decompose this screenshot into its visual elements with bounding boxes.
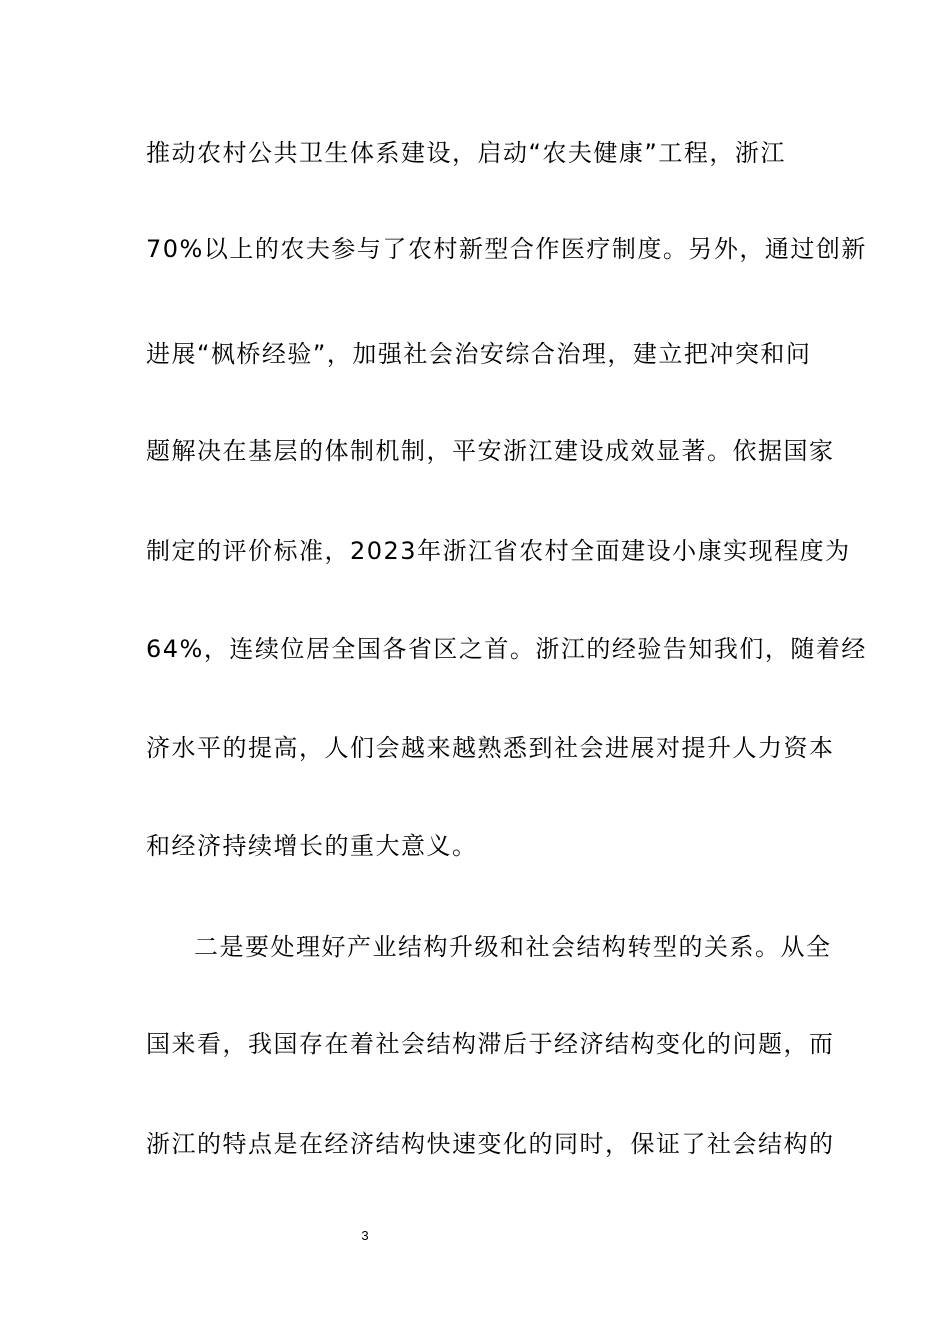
- text-line-6: 64%，连续位居全国各省区之首。浙江的经验告知我们，随着经: [146, 635, 867, 663]
- text-line-1: 推动农村公共卫生体系建设，启动“农夫健康”工程，浙江: [146, 139, 786, 167]
- text-line-5: 制定的评价标准，2023年浙江省农村全面建设小康实现程度为: [146, 537, 851, 565]
- text-line-11: 浙江的特点是在经济结构快速变化的同时，保证了社会结构的: [146, 1130, 835, 1158]
- text-line-4: 题解决在基层的体制机制，平安浙江建设成效显著。依据国家: [146, 437, 835, 465]
- text-line-2: 70%以上的农夫参与了农村新型合作医疗制度。另外，通过创新: [146, 235, 867, 263]
- text-line-7: 济水平的提高，人们会越来越熟悉到社会进展对提升人力资本: [146, 734, 835, 762]
- paragraph-start-line: 二是要处理好产业结构升级和社会结构转型的关系。从全: [194, 933, 832, 961]
- text-line-8: 和经济持续增长的重大意义。: [146, 832, 478, 860]
- text-line-10: 国来看，我国存在着社会结构滞后于经济结构变化的问题，而: [146, 1030, 835, 1058]
- text-line-3: 进展“枫桥经验”，加强社会治安综合治理，建立把冲突和问: [146, 340, 812, 368]
- page-number: 3: [361, 1228, 369, 1243]
